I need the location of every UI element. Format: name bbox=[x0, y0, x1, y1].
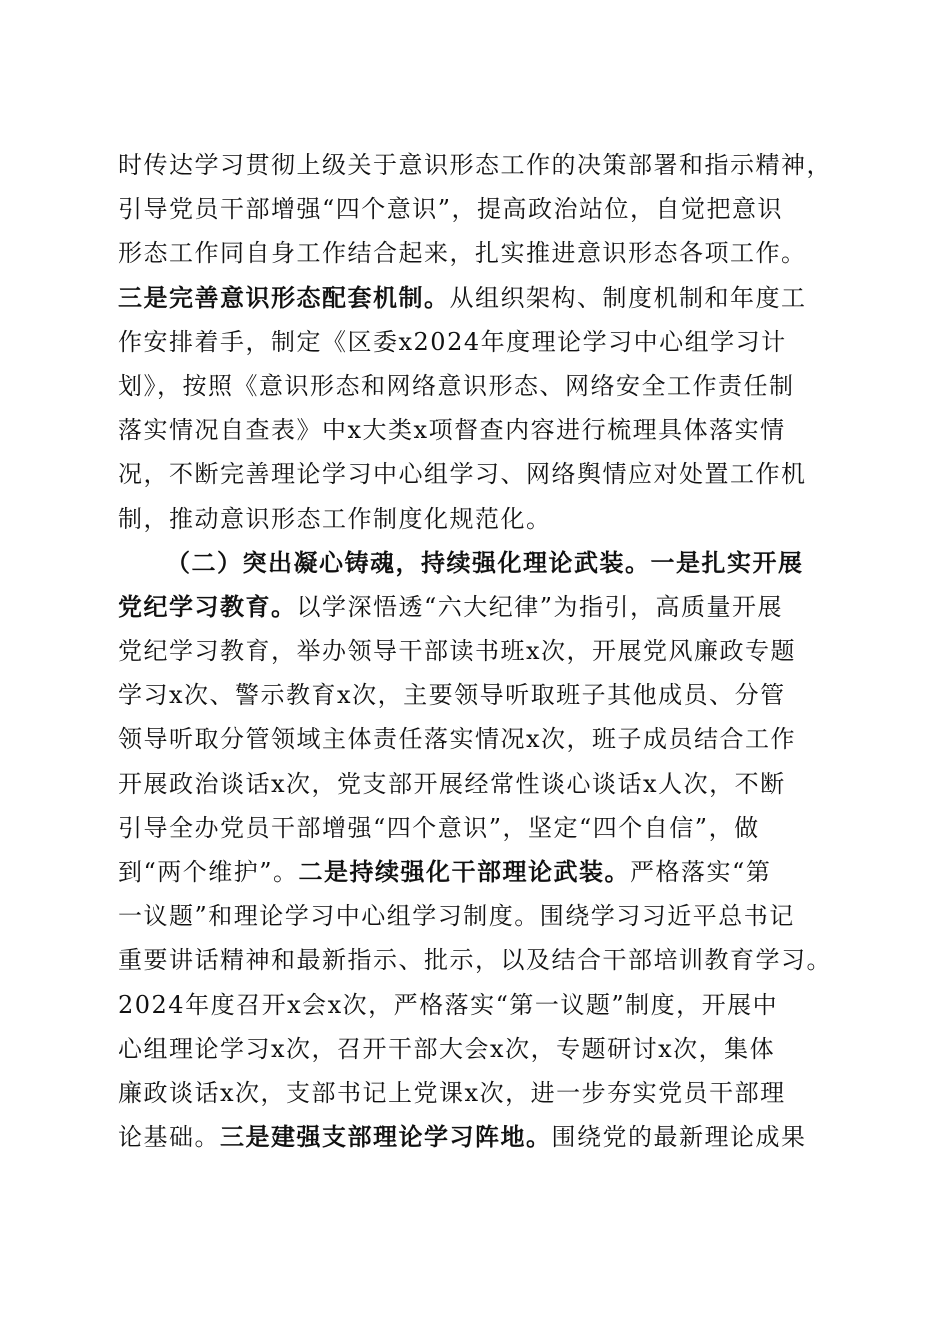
text-line bbox=[118, 497, 818, 541]
body-text: 落实情况自查表》中x大类x项督查内容进行梳理具体落实情 bbox=[118, 416, 786, 445]
body-text: 2024年度召开x会x次，严格落实“第一议题”制度，开展中 bbox=[118, 990, 779, 1019]
bold-heading-text: 二是持续强化干部理论武装。 bbox=[298, 857, 631, 886]
text-line bbox=[118, 894, 818, 938]
text-line bbox=[118, 717, 818, 761]
body-text: 以学深悟透“六大纪律”为指引，高质量开展 bbox=[296, 592, 784, 621]
text-line bbox=[118, 938, 832, 982]
body-text: 心组理论学习x次，召开干部大会x次，专题研讨x次，集体 bbox=[118, 1034, 776, 1063]
text-line bbox=[118, 585, 818, 629]
body-text: 形态工作同自身工作结合起来，扎实推进意识形态各项工作。 bbox=[118, 239, 807, 268]
document-body bbox=[118, 143, 832, 1159]
body-text: 学习x次、警示教育x次，主要领导听取班子其他成员、分管 bbox=[118, 681, 786, 710]
body-text: 制，推动意识形态工作制度化规范化。 bbox=[118, 504, 552, 533]
bold-heading-text: 三是建强支部理论学习阵地。 bbox=[220, 1122, 552, 1152]
body-text: 时传达学习贯彻上级关于意识形态工作的决策部署和指示精神， bbox=[118, 151, 832, 179]
text-line bbox=[118, 276, 818, 320]
text-line bbox=[118, 850, 818, 894]
body-text: 从组织架构、制度机制和年度工 bbox=[449, 283, 807, 312]
text-line bbox=[118, 806, 818, 850]
text-line bbox=[118, 364, 818, 408]
body-text: 严格落实“第 bbox=[630, 858, 772, 886]
text-line bbox=[118, 541, 818, 585]
text-line bbox=[118, 187, 818, 231]
body-text: 引导党员干部增强“四个意识”，提高政治站位，自觉把意识 bbox=[118, 195, 784, 224]
bold-heading-text: （二）突出凝心铸魂，持续强化理论武装。一是扎实开展 bbox=[166, 547, 804, 577]
bold-heading-text: 三是完善意识形态配套机制。 bbox=[118, 282, 450, 312]
body-text: 一议题”和理论学习中心组学习制度。围绕学习习近平总书记 bbox=[118, 902, 795, 931]
body-text: 作安排着手，制定《区委x2024年度理论学习中心组学习计 bbox=[118, 327, 787, 356]
body-text: 引导全办党员干部增强“四个意识”，坚定“四个自信”，做 bbox=[118, 813, 760, 842]
body-text: 领导听取分管领域主体责任落实情况x次，班子成员结合工作 bbox=[118, 725, 797, 754]
text-line bbox=[118, 1027, 818, 1071]
text-line bbox=[118, 231, 818, 275]
text-line bbox=[118, 452, 818, 496]
text-line bbox=[118, 1115, 818, 1159]
body-text: 党纪学习教育，举办领导干部读书班x次，开展党风廉政专题 bbox=[118, 637, 797, 666]
text-line bbox=[118, 629, 818, 673]
body-text: 围绕党的最新理论成果 bbox=[551, 1123, 807, 1152]
text-line bbox=[118, 673, 818, 717]
text-line bbox=[118, 983, 818, 1027]
text-line bbox=[118, 762, 818, 806]
body-text: 况，不断完善理论学习中心组学习、网络舆情应对处置工作机 bbox=[118, 460, 807, 489]
body-text: 到“两个维护”。 bbox=[118, 858, 299, 886]
body-text: 论基础。 bbox=[118, 1123, 220, 1152]
body-text: 重要讲话精神和最新指示、批示，以及结合干部培训教育学习。 bbox=[118, 946, 832, 975]
body-text: 划》，按照《意识形态和网络意识形态、网络安全工作责任制 bbox=[118, 371, 795, 400]
bold-heading-text: 党纪学习教育。 bbox=[118, 591, 297, 621]
body-text: 廉政谈话x次，支部书记上党课x次，进一步夯实党员干部理 bbox=[118, 1078, 786, 1107]
text-line bbox=[118, 320, 818, 364]
text-line bbox=[118, 408, 818, 452]
text-line bbox=[118, 143, 832, 187]
body-text: 开展政治谈话x次，党支部开展经常性谈心谈话x人次，不断 bbox=[118, 769, 786, 798]
text-line bbox=[118, 1071, 818, 1115]
